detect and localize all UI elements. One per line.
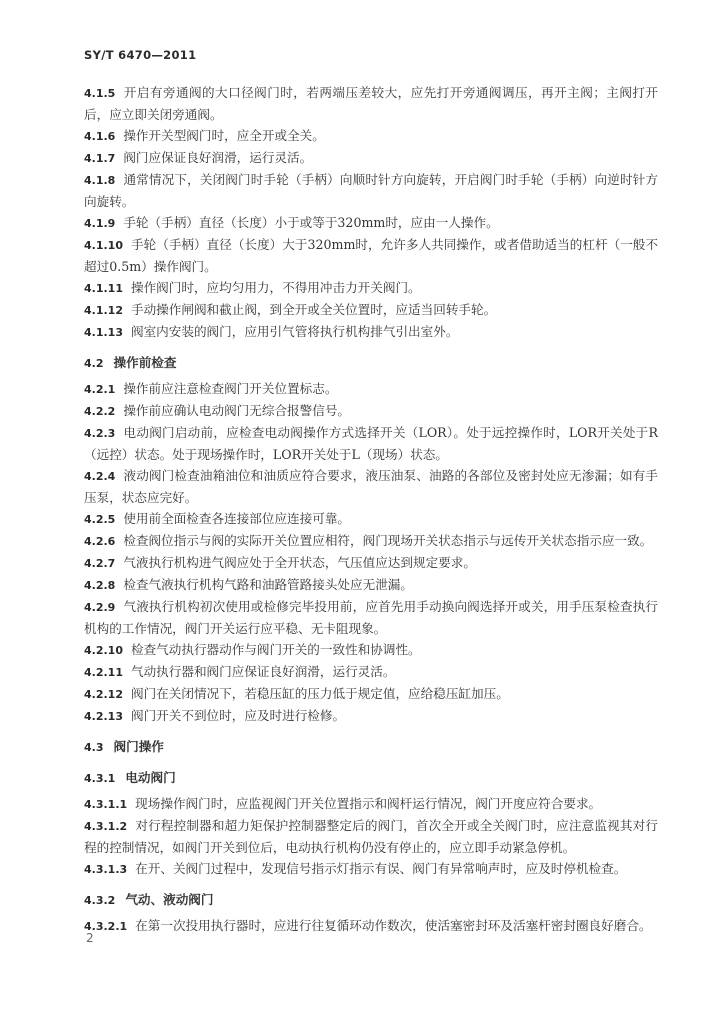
clause-number: 4.3 — [84, 741, 104, 754]
clause-paragraph — [84, 465, 658, 508]
clause-number: 4.2.11 — [84, 666, 123, 679]
clause-paragraph — [84, 125, 658, 147]
clause-text: 气液执行机构初次使用或检修完毕投用前，应首先用手动换向阀选择开或关，用手压泵检查执行机构的工作情况，阀门开关运行应平稳、无卡阻现象。 — [84, 599, 658, 636]
clause-text: 在开、关阀门过程中，发现信号指示灯指示有误、阀门有异常响声时，应及时停机检查。 — [135, 861, 627, 876]
clause-paragraph — [84, 574, 658, 596]
clause-paragraph — [84, 596, 658, 639]
clause-paragraph — [84, 508, 658, 530]
clause-text: 液动阀门检查油箱油位和油质应符合要求，液压油泵、油路的各部位及密封处应无渗漏；如有手压泵，状态应完好。 — [84, 468, 658, 505]
clause-paragraph — [84, 530, 658, 552]
clause-number: 4.2.5 — [84, 513, 116, 526]
clause-text: 操作阀门时，应均匀用力，不得用冲击力开关阀门。 — [130, 280, 421, 295]
clause-paragraph — [84, 82, 658, 125]
section-heading-text: 气动、液动阀门 — [125, 892, 214, 907]
clause-number: 4.1.6 — [84, 130, 116, 143]
clause-number: 4.1.5 — [84, 87, 116, 100]
clause-paragraph — [84, 378, 658, 400]
clause-text: 操作前应注意检查阀门开关位置标志。 — [123, 381, 338, 396]
clause-number: 4.3.1.2 — [84, 820, 128, 833]
clause-text: 电动阀门启动前，应检查电动阀操作方式选择开关（LOR）。处于远控操作时，LOR开关处于R（远控）状态。处于现场操作时，LOR开关处于L（现场）状态。 — [84, 425, 658, 462]
section-heading — [84, 767, 658, 789]
clause-number: 4.2.12 — [84, 688, 123, 701]
clause-text: 阀室内安装的阀门，应用引气管将执行机构排气引出室外。 — [130, 324, 459, 339]
clause-paragraph — [84, 212, 658, 234]
clause-number: 4.1.8 — [84, 174, 116, 187]
clause-number: 4.3.1.3 — [84, 863, 128, 876]
section-heading — [84, 736, 658, 758]
clause-number: 4.2.6 — [84, 535, 116, 548]
clause-text: 检查气液执行机构气路和油路管路接头处应无泄漏。 — [123, 577, 413, 592]
clause-number: 4.2.10 — [84, 644, 123, 657]
clause-text: 检查气动执行器动作与阀门开关的一致性和协调性。 — [130, 642, 421, 657]
clause-number: 4.3.2 — [84, 894, 116, 907]
page-number: 2 — [86, 931, 94, 945]
clause-paragraph — [84, 661, 658, 683]
standard-code-header: SY/T 6470—2011 — [84, 48, 197, 62]
clause-text: 在第一次投用执行器时，应进行往复循环动作数次，使活塞密封环及活塞杆密封圈良好磨合。 — [135, 918, 652, 933]
section-heading-text: 操作前检查 — [113, 355, 177, 370]
clause-paragraph — [84, 793, 658, 815]
clause-paragraph — [84, 277, 658, 299]
document-body — [84, 82, 658, 937]
clause-number: 4.3.1.1 — [84, 798, 128, 811]
section-heading — [84, 352, 658, 374]
clause-number: 4.1.12 — [84, 304, 123, 317]
clause-paragraph — [84, 683, 658, 705]
clause-number: 4.3.2.1 — [84, 920, 128, 933]
clause-text: 检查阀位指示与阀的实际开关位置应相符，阀门现场开关状态指示与远传开关状态指示应一致。 — [123, 533, 653, 548]
clause-paragraph — [84, 858, 658, 880]
clause-number: 4.2.13 — [84, 710, 123, 723]
clause-number: 4.2.1 — [84, 383, 116, 396]
clause-number: 4.2.4 — [84, 470, 116, 483]
clause-text: 操作前应确认电动阀门无综合报警信号。 — [123, 403, 351, 418]
clause-paragraph — [84, 234, 658, 277]
clause-text: 气液执行机构进气阀应处于全开状态，气压值应达到规定要求。 — [123, 555, 476, 570]
clause-text: 操作开关型阀门时，应全开或全关。 — [123, 128, 325, 143]
clause-number: 4.1.10 — [84, 239, 123, 252]
clause-paragraph — [84, 321, 658, 343]
clause-text: 手轮（手柄）直径（长度）大于320mm时，允许多人共同操作，或者借助适当的杠杆（一般不超过0.5m）操作阀门。 — [84, 237, 658, 274]
clause-text: 通常情况下，关闭阀门时手轮（手柄）向顺时针方向旋转，开启阀门时手轮（手柄）向逆时针方向旋转。 — [84, 172, 658, 209]
clause-text: 手动操作闸阀和截止阀，到全开或全关位置时，应适当回转手轮。 — [130, 302, 497, 317]
clause-number: 4.2.3 — [84, 427, 116, 440]
clause-number: 4.1.9 — [84, 217, 116, 230]
clause-paragraph — [84, 915, 658, 937]
clause-paragraph — [84, 705, 658, 727]
clause-text: 气动执行器和阀门应保证良好润滑，运行灵活。 — [130, 664, 396, 679]
clause-paragraph — [84, 169, 658, 212]
clause-number: 4.2 — [84, 357, 104, 370]
clause-paragraph — [84, 147, 658, 169]
clause-text: 现场操作阀门时，应监视阀门开关位置指示和阀杆运行情况，阀门开度应符合要求。 — [135, 796, 602, 811]
clause-number: 4.2.8 — [84, 579, 116, 592]
clause-text: 阀门应保证良好润滑，运行灵活。 — [123, 150, 313, 165]
clause-paragraph — [84, 639, 658, 661]
section-heading — [84, 889, 658, 911]
clause-number: 4.1.11 — [84, 282, 123, 295]
clause-paragraph — [84, 299, 658, 321]
section-heading-text: 阀门操作 — [113, 739, 164, 754]
clause-number: 4.2.2 — [84, 405, 116, 418]
clause-text: 使用前全面检查各连接部位应连接可靠。 — [123, 511, 351, 526]
clause-text: 开启有旁通阀的大口径阀门时，若两端压差较大，应先打开旁通阀调压，再开主阀；主阀打开后，应立即关闭旁通阀。 — [84, 85, 658, 122]
clause-text: 阀门开关不到位时，应及时进行检修。 — [130, 708, 346, 723]
clause-text: 阀门在关闭情况下，若稳压缸的压力低于规定值，应给稳压缸加压。 — [130, 686, 509, 701]
section-heading-text: 电动阀门 — [125, 770, 176, 785]
clause-paragraph — [84, 400, 658, 422]
clause-paragraph — [84, 422, 658, 465]
clause-number: 4.3.1 — [84, 772, 116, 785]
clause-text: 手轮（手柄）直径（长度）小于或等于320mm时，应由一人操作。 — [123, 215, 499, 230]
clause-number: 4.1.13 — [84, 326, 123, 339]
clause-number: 4.2.7 — [84, 557, 116, 570]
clause-paragraph — [84, 552, 658, 574]
clause-number: 4.1.7 — [84, 152, 116, 165]
clause-paragraph — [84, 815, 658, 858]
clause-number: 4.2.9 — [84, 601, 116, 614]
clause-text: 对行程控制器和超力矩保护控制器整定后的阀门，首次全开或全关阀门时，应注意监视其对行程的控制情况，如阀门开关到位后，电动执行机构仍没有停止的，应立即手动紧急停机。 — [84, 818, 658, 855]
